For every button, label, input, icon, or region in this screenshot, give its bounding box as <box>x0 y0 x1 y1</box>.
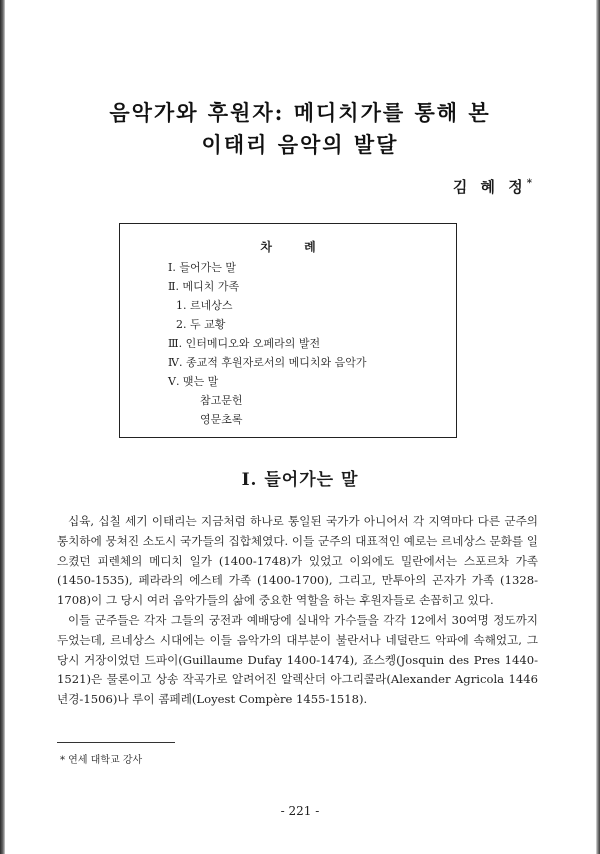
footnote-divider <box>57 742 175 743</box>
toc-item: Ⅱ. 메디치 가족 <box>168 280 240 293</box>
toc-heading: 차 례 <box>260 240 316 254</box>
paper-title-line-2: 이태리 음악의 발달 <box>201 132 399 157</box>
section-heading: Ⅰ. 들어가는 말 <box>241 470 359 490</box>
author-footnote-mark: * <box>526 178 532 189</box>
toc-item: Ⅴ. 맺는 말 <box>168 375 219 388</box>
footnote: * 연세 대학교 강사 <box>60 755 143 766</box>
toc-item: Ⅲ. 인터메디오와 오페라의 발전 <box>168 337 321 350</box>
toc-item: Ⅰ. 들어가는 말 <box>168 261 236 274</box>
author-name-text: 김 혜 정 <box>452 178 527 196</box>
body-paragraph-1: 십육, 십칠 세기 이태리는 지금처럼 하나로 통일된 국가가 아니어서 각 지역마다 다른 군주의 통치하에 뭉쳐진 소도시 국가들의 집합체였다. 이들 군주의 대표적인 예로는 르네상스 문화를 일으켰던 피렌체의 메디치 일가 (1400-1748)가 있었고 이외에도 밀란에서는 스포르차 가족 (1450-1535), 페라라의 에스테 가족 (1400-1700), 그리고, 만투아의 곤자가 가족 (1328-1708)이 그 당시 여러 음악가들의 삶에 중요한 역할을 하는 후원자들로 손꼽히고 있다. <box>57 514 539 608</box>
author-name <box>453 176 532 197</box>
table-of-contents-box <box>119 223 457 438</box>
toc-item: 참고문헌 <box>200 394 243 407</box>
body-paragraph-2: 이들 군주들은 각자 그들의 궁전과 예배당에 실내악 가수들을 각각 12에서 30여명 정도까지 두었는데, 르네상스 시대에는 이들 음악가의 대부분이 불란서나 네덜란드 악파에 속해었고, 그 당시 거장이었던 드파이(Guillaume Dufay 1400-1474), 죠스켕(Josquin des Pres 1440-1521)은 물론이고 상송 작곡가로 알려어진 알렉산더 아그리콜라(Alexander Agricola 1446년경-1506)나 루이 콤페레(Loyest Compère 1455-1518). <box>57 613 538 707</box>
toc-item: Ⅳ. 종교적 후원자로서의 메디치와 음악가 <box>168 356 367 369</box>
toc-item: 2. 두 교황 <box>176 318 226 331</box>
page-number: - 221 - <box>280 804 320 818</box>
paper-title-line-1: 음악가와 후원자: 메디치가를 통해 본 <box>109 100 491 125</box>
toc-item: 영문초록 <box>200 413 243 426</box>
toc-item: 1. 르네상스 <box>176 299 233 312</box>
